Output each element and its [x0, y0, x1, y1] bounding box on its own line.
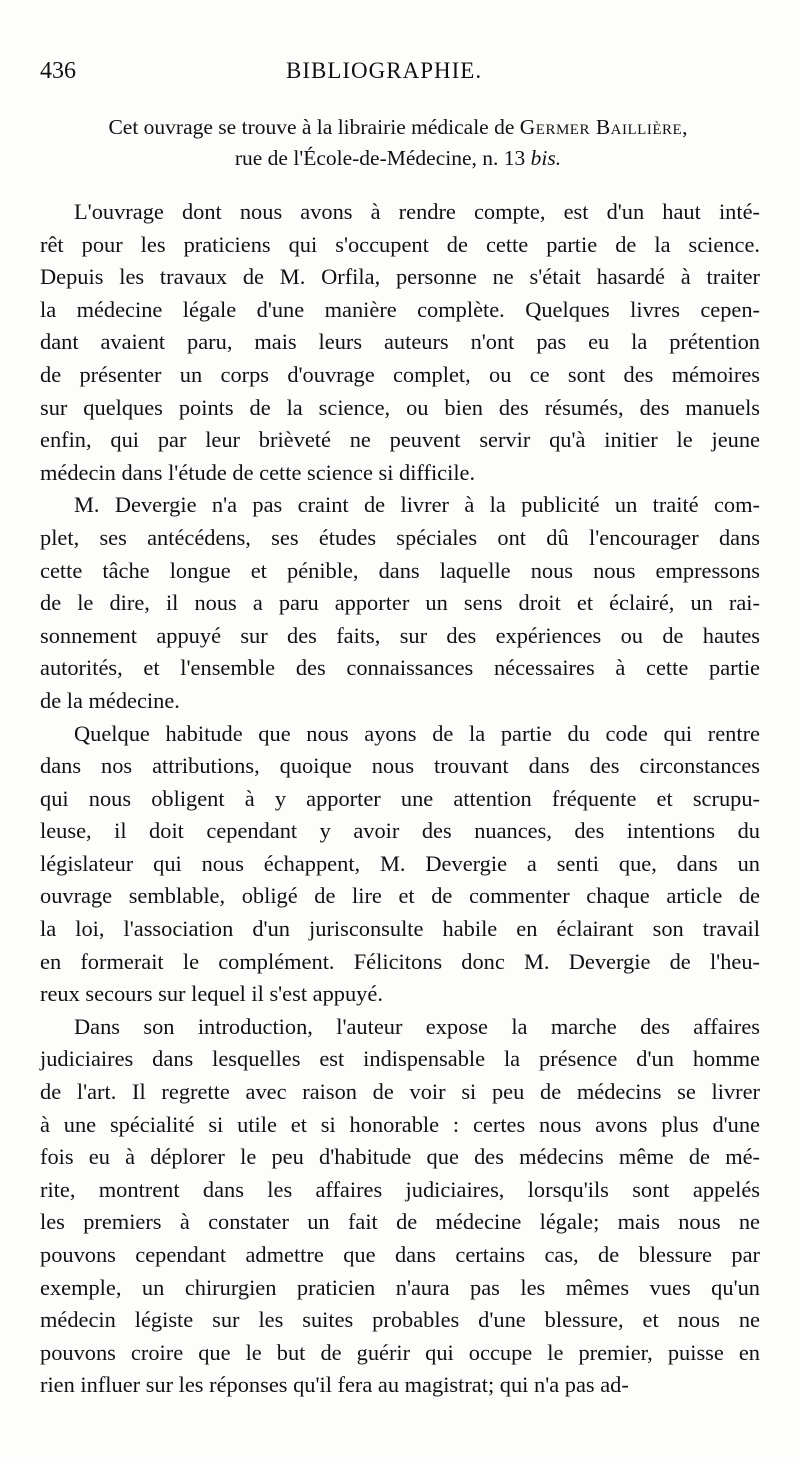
- text-line: Quelque habitude que nous ayons de la partie du code qui rentre: [74, 720, 760, 746]
- text-line: législateur qui nous échappent, M. Devergie a senti que, dans un: [40, 850, 760, 876]
- publisher-notice: [40, 112, 756, 174]
- page-number: 436: [40, 58, 76, 84]
- publisher-name: Germer Baillière: [519, 115, 683, 139]
- text-line: fois eu à déplorer le peu d'habitude que des médecins même de mé-: [40, 1144, 760, 1170]
- paragraph: [40, 489, 760, 717]
- text-line: cette tâche longue et pénible, dans laquelle nous nous empressons: [40, 557, 760, 583]
- notice-prefix: Cet ouvrage se trouve à la librairie médicale de: [108, 115, 520, 139]
- notice-address-italic: bis.: [530, 146, 562, 170]
- text-line: dant avaient paru, mais leurs auteurs n'ont pas eu la prétention: [40, 329, 760, 355]
- notice-line-1: [40, 112, 756, 143]
- text-line: les premiers à constater un fait de médecine légale; mais nous ne: [40, 1209, 760, 1235]
- text-line: plet, ses antécédens, ses études spéciales ont dû l'encourager dans: [40, 524, 760, 550]
- notice-address: rue de l'École-de-Médecine, n. 13: [234, 146, 531, 170]
- text-line: médecin dans l'étude de cette science si difficile.: [40, 459, 476, 485]
- text-line: exemple, un chirurgien praticien n'aura pas les mêmes vues qu'un: [40, 1274, 760, 1300]
- text-line: dans nos attributions, quoique nous trouvant dans des circonstances: [40, 753, 760, 779]
- text-line: la loi, l'association d'un jurisconsulte habile en éclairant son travail: [40, 916, 760, 942]
- text-line: médecin légiste sur les suites probables d'une blessure, et nous ne: [40, 1307, 760, 1333]
- text-line: judiciaires dans lesquelles est indispensable la présence d'un homme: [40, 1046, 760, 1072]
- notice-line-2: [40, 143, 756, 174]
- paragraph: [40, 1011, 760, 1402]
- text-line: de la médecine.: [40, 687, 180, 713]
- text-line: de présenter un corps d'ouvrage complet, ou ce sont des mémoires: [40, 361, 760, 387]
- text-line: rite, montrent dans les affaires judiciaires, lorsqu'ils sont appelés: [40, 1176, 760, 1202]
- running-title: BIBLIOGRAPHIE.: [286, 58, 483, 83]
- paragraph: [40, 718, 760, 1011]
- text-line: leuse, il doit cependant y avoir des nuances, des intentions du: [40, 818, 760, 844]
- text-line: pouvons croire que le but de guérir qui occupe le premier, puisse en: [40, 1339, 760, 1365]
- text-line: qui nous obligent à y apporter une attention fréquente et scrupu-: [40, 785, 760, 811]
- text-line: Depuis les travaux de M. Orfila, personne ne s'était hasardé à traiter: [40, 264, 760, 290]
- text-line: la médecine légale d'une manière complète. Quelques livres cepen-: [40, 296, 760, 322]
- notice-suffix: ,: [682, 115, 688, 139]
- text-line: de le dire, il nous a paru apporter un sens droit et éclairé, un rai-: [40, 590, 760, 616]
- paragraph: [40, 196, 760, 489]
- text-line: reux secours sur lequel il s'est appuyé.: [40, 981, 383, 1007]
- text-line: Dans son introduction, l'auteur expose la marche des affaires: [74, 1013, 760, 1039]
- text-line: L'ouvrage dont nous avons à rendre compte, est d'un haut inté-: [74, 199, 760, 224]
- text-line: sur quelques points de la science, ou bien des résumés, des manuels: [40, 394, 760, 420]
- text-line: enfin, qui par leur brièveté ne peuvent servir qu'à initier le jeune: [40, 427, 760, 453]
- body-text: [40, 196, 760, 1402]
- text-line: pouvons cependant admettre que dans certains cas, de blessure par: [40, 1242, 760, 1267]
- running-head: [40, 58, 744, 94]
- text-line: autorités, et l'ensemble des connaissances nécessaires à cette partie: [40, 655, 760, 681]
- text-line: rêt pour les praticiens qui s'occupent de cette partie de la science.: [40, 231, 760, 257]
- text-line: en formerait le complément. Félicitons donc M. Devergie de l'heu-: [40, 948, 760, 974]
- text-line: ouvrage semblable, obligé de lire et de commenter chaque article de: [40, 883, 760, 909]
- text-line: sonnement appuyé sur des faits, sur des expériences ou de hautes: [40, 622, 760, 648]
- text-line: M. Devergie n'a pas craint de livrer à la publicité un traité com-: [74, 492, 760, 518]
- text-line: rien influer sur les réponses qu'il fera au magistrat; qui n'a pas ad-: [40, 1372, 629, 1398]
- text-line: de l'art. Il regrette avec raison de voir si peu de médecins se livrer: [40, 1079, 760, 1105]
- text-line: à une spécialité si utile et si honorable : certes nous avons plus d'une: [40, 1111, 760, 1137]
